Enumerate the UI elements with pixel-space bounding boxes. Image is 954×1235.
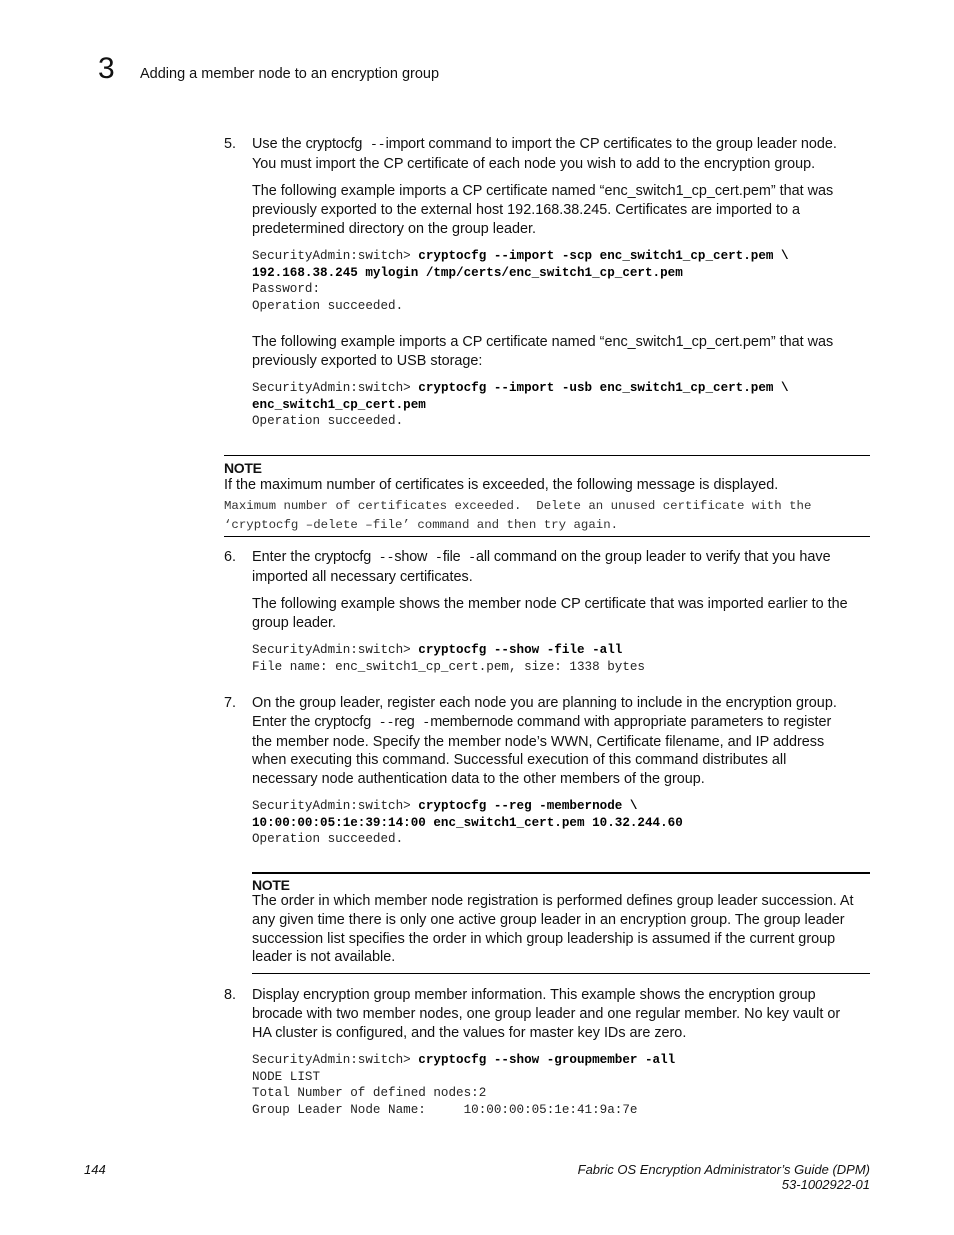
command-option: import (385, 136, 425, 152)
code-block-groupmember: SecurityAdmin:switch> cryptocfg --show -groupmember -all NODE LIST Total Number of defined nodes:2 Group Leader Node Name: 10:00:00:05:1e:41:9a:7e (252, 1053, 676, 1117)
code-block-scp: SecurityAdmin:switch> cryptocfg --import -scp enc_switch1_cp_cert.pem \ 192.168.38.245 mylogin /tmp/certs/enc_switch1_cp_cert.pem Password: Operation succeeded. (252, 249, 789, 313)
note-message: Maximum number of certificates exceeded. Delete an unused certificate with the ‘cryptocfg –delete –file’ command and then try again. (224, 499, 812, 532)
step6-text (252, 548, 892, 587)
command-name: brocade (252, 1005, 303, 1022)
command-name: cryptocfg (305, 136, 363, 152)
document-id: 53-1002922-01 (781, 1177, 870, 1192)
command-name: cryptocfg (314, 713, 371, 730)
code-block-show-file: SecurityAdmin:switch> cryptocfg --show -file -all File name: enc_switch1_cp_cert.pem, size: 1338 bytes (252, 643, 645, 674)
step7-line2: Enter the cryptocfg --reg -membernode command with appropriate parameters to register (252, 713, 832, 730)
step-number: 7. (224, 695, 237, 711)
step5-para3: The following example imports a CP certificate named “enc_switch1_cp_cert.pem” that was previously exported to USB storage: (252, 334, 834, 369)
note-text: If the maximum number of certificates is exceeded, the following message is displayed. (224, 477, 779, 493)
note-top-rule (224, 455, 870, 456)
step5-line1: Use the cryptocfg --import command to import the CP certificates to the group leader node. (252, 136, 837, 152)
chapter-number: 3 (98, 52, 115, 85)
step7-text: On the group leader, register each node you are planning to include in the encryption group. Enter the cryptocfg --reg -membernode command with appropriate parameters to register the member node. Specify the member node’s WWN, Certificate filename, and IP address when executing this command. Successful execution of this command distributes all necessary node authentication data to the other members of the group. (252, 694, 892, 789)
note-heading: NOTE (224, 460, 262, 476)
step6-para2: The following example shows the member node CP certificate that was imported earlier to the group leader. (252, 596, 848, 631)
command-name: cryptocfg (314, 549, 371, 565)
note-bottom-rule (252, 973, 870, 974)
code-block-reg: SecurityAdmin:switch> cryptocfg --reg -membernode \ 10:00:00:05:1e:39:14:00 enc_switch1_cert.pem 10.32.244.60 Operation succeeded. (252, 799, 683, 846)
step5-line2: You must import the CP certificate of each node you wish to add to the encryption group. (252, 155, 816, 172)
step-number: 5. (224, 136, 237, 152)
code-block-usb: SecurityAdmin:switch> cryptocfg --import -usb enc_switch1_cp_cert.pem \ enc_switch1_cp_cert.pem Operation succeeded. (252, 381, 789, 428)
step8-line2: brocade with two member nodes, one group leader and one regular member. No key vault or (252, 1005, 841, 1022)
step5-para2: The following example imports a CP certificate named “enc_switch1_cp_cert.pem” that was previously exported to the external host 192.168.38.245. Certificates are imported to a predetermined directory on the group leader. (252, 183, 834, 237)
step-number: 8. (224, 987, 237, 1003)
note-bottom-rule (224, 536, 870, 537)
note-top-rule (252, 872, 870, 874)
step5-text (252, 135, 892, 174)
chapter-title: Adding a member node to an encryption group (140, 66, 440, 82)
page-number: 144 (84, 1162, 106, 1177)
step-number: 6. (224, 549, 237, 565)
step6-line1: Enter the cryptocfg --show -file -all command on the group leader to verify that you have (252, 549, 831, 565)
step6-line2: imported all necessary certificates. (252, 568, 473, 585)
note-text: The order in which member node registration is performed defines group leader succession. At any given time there is only one active group leader in an encryption group. The group leader succession list specifies the order in which group leadership is assumed if the current group leader is not available. (252, 893, 854, 966)
note-heading: NOTE (252, 877, 290, 893)
step8-text: Display encryption group member information. This example shows the encryption group brocade with two member nodes, one group leader and one regular member. No key vault or HA cluster is configured, and the values for master key IDs are zero. (252, 986, 892, 1042)
footer-title: Fabric OS Encryption Administrator’s Guide (DPM) 53-1002922-01 (577, 1162, 870, 1192)
